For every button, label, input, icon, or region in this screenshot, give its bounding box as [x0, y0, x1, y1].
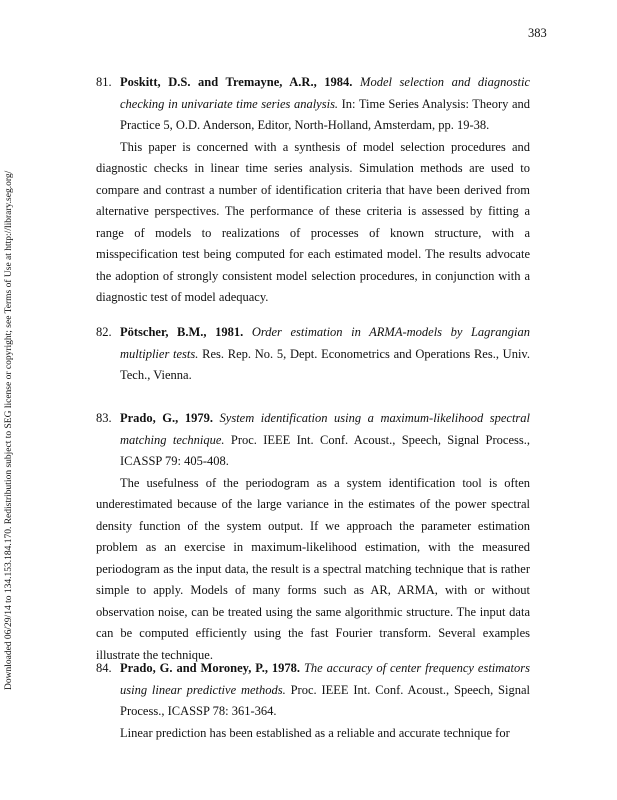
reference-abstract: Linear prediction has been established as a reliable and accurate technique for — [120, 725, 510, 740]
reference-abstract: The usefulness of the periodogram as a system identification tool is often underestimated because of the large variance in the estimates of the power spectral density function of the system output. If we approach the parameter estimation problem as an exercise in maximum-likelihood estimation, with the measured periodogram as the input data, the result is a spectral matching technique that is rather simple to apply. Models of many forms such as AR, ARMA, with or without observation noise, can be treated using the same algorithmic structure. The input data can be computed efficiently using the fast Fourier transform. Several examples illustrate the technique. — [96, 475, 530, 662]
reference-number: 81. — [96, 75, 112, 89]
reference-title: System identification using a maximum-likelihood spectral matching technique. — [120, 411, 531, 447]
reference-entry-81 — [96, 72, 530, 309]
reference-citation — [96, 408, 530, 473]
reference-source: Proc. IEEE Int. Conf. Acoust., Speech, Signal Process., ICASSP 78: 361-364. — [120, 682, 531, 718]
reference-source: In: Time Series Analysis: Theory and Practice 5, O.D. Anderson, Editor, North-Holland, Amsterdam, pp. 19-38. — [120, 96, 530, 132]
reference-title: Model selection and diagnostic checking in univariate time series analysis. — [120, 75, 530, 111]
reference-number: 84. — [96, 661, 112, 675]
reference-number: 82. — [96, 325, 112, 339]
reference-entry-83 — [96, 408, 530, 666]
reference-source: Res. Rep. No. 5, Dept. Econometrics and Operations Res., Univ. Tech., Vienna. — [120, 346, 530, 382]
reference-authors: Pötscher, B.M., 1981. — [120, 325, 244, 339]
page-number: 383 — [528, 26, 547, 40]
reference-authors: Prado, G. and Moroney, P., 1978. — [120, 661, 301, 675]
reference-number: 83. — [96, 411, 112, 425]
reference-title: The accuracy of center frequency estimators using linear predictive methods. — [120, 661, 530, 697]
reference-entry-82 — [96, 322, 530, 387]
reference-title: Order estimation in ARMA-models by Lagrangian multiplier tests. — [120, 325, 531, 361]
reference-citation — [96, 658, 530, 723]
reference-authors: Poskitt, D.S. and Tremayne, A.R., 1984. — [120, 75, 353, 89]
reference-citation — [96, 72, 530, 137]
reference-entry-84 — [96, 658, 530, 744]
reference-abstract: This paper is concerned with a synthesis of model selection procedures and diagnostic checks in linear time series analysis. Simulation methods are used to compare and contrast a number of identification criteria that have been derived from alternative perspectives. The performance of these criteria is assessed by fitting a range of models to realizations of processes of known structure, with a misspecification test being computed for each estimated model. The results advocate the adoption of strongly consistent model selection procedures, in conjunction with a diagnostic test of model adequacy. — [96, 139, 530, 304]
reference-source: Proc. IEEE Int. Conf. Acoust., Speech, Signal Process., ICASSP 79: 405-408. — [120, 432, 530, 468]
reference-authors: Prado, G., 1979. — [120, 411, 213, 425]
reference-citation — [96, 322, 530, 387]
download-notice: Downloaded 06/29/14 to 134.153.184.170. Redistribution subject to SEG license or copyright; see Terms of Use at http://library.seg.org/ — [4, 170, 14, 690]
